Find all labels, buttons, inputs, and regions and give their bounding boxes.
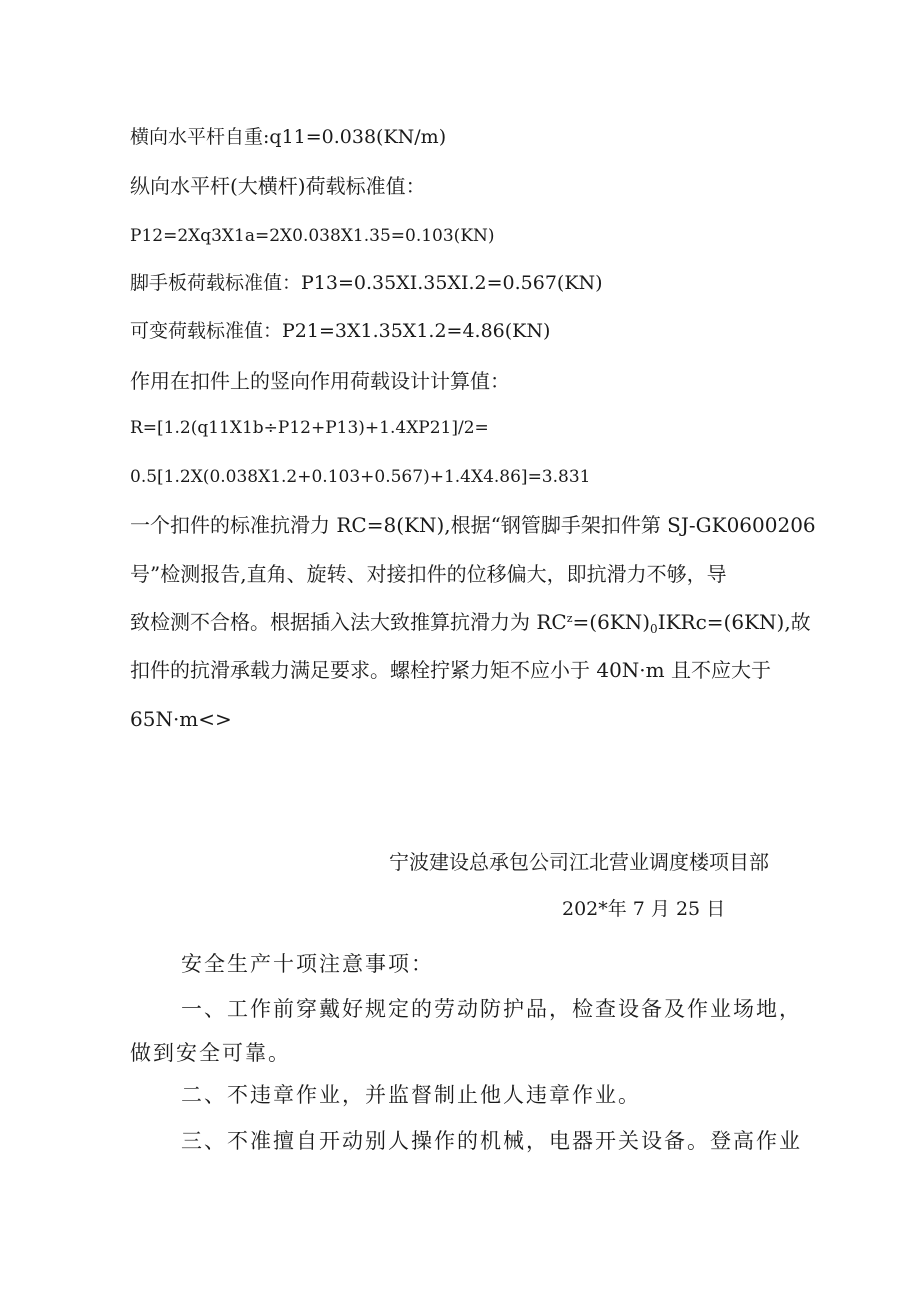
calc-line-1: 横向水平杆自重:q11=0.038(KN/m) bbox=[130, 126, 447, 148]
calc-line-6: 作用在扣件上的竖向作用荷载设计计算值： bbox=[130, 369, 510, 393]
para-line-5: 65N·m<> bbox=[130, 707, 232, 731]
safety-item-1: 一、工作前穿戴好规定的劳动防护品，检查设备及作业场地， bbox=[181, 997, 802, 1021]
safety-item-2: 二、不违章作业，并监督制止他人违章作业。 bbox=[181, 1083, 641, 1107]
para-line-3-c: IKRc=(6KN),故 bbox=[657, 610, 811, 634]
calc-line-7: R=[1.2(q11X1b÷P12+P13)+1.4XP21]/2= bbox=[130, 418, 489, 438]
para-line-3-sup: z bbox=[566, 612, 573, 625]
para-line-1: 一个扣件的标准抗滑力 RC=8(KN),根据“钢管脚手架扣件第 SJ-GK0600206 bbox=[130, 513, 816, 537]
calc-line-8: 0.5[1.2X(0.038X1.2+0.103+0.567)+1.4X4.86]=3.831 bbox=[130, 467, 591, 487]
para-line-3-a: 致检测不合格。根据插入法大致推算抗滑力为 RC bbox=[130, 610, 567, 634]
para-line-3-sub: 0 bbox=[650, 622, 658, 636]
para-line-4: 扣件的抗滑承载力满足要求。螺栓拧紧力矩不应小于 40N·m 且不应大于 bbox=[130, 658, 771, 682]
para-line-3 bbox=[130, 610, 811, 636]
safety-title: 安全生产十项注意事项： bbox=[181, 952, 434, 976]
calc-line-5: 可变荷载标准值：P21=3X1.35X1.2=4.86(KN) bbox=[130, 320, 551, 342]
calc-line-4: 脚手板荷载标准值：P13=0.35XI.35XI.2=0.567(KN) bbox=[130, 272, 603, 294]
para-line-3-b: =(6KN) bbox=[572, 610, 651, 634]
safety-item-3: 三、不准擅自开动别人操作的机械，电器开关设备。登高作业 bbox=[181, 1129, 802, 1153]
signature-date: 202*年 7 月 25 日 bbox=[562, 898, 726, 920]
calc-line-2: 纵向水平杆(大横杆)荷载标准值： bbox=[130, 174, 426, 198]
safety-item-1-cont: 做到安全可靠。 bbox=[130, 1041, 291, 1065]
calc-line-3: P12=2Xq3X1a=2X0.038X1.35=0.103(KN) bbox=[130, 226, 495, 246]
signature-org: 宁波建设总承包公司江北营业调度楼项目部 bbox=[389, 850, 769, 874]
para-line-2: 号”检测报告,直角、旋转、对接扣件的位移偏大，即抗滑力不够，导 bbox=[130, 562, 727, 586]
